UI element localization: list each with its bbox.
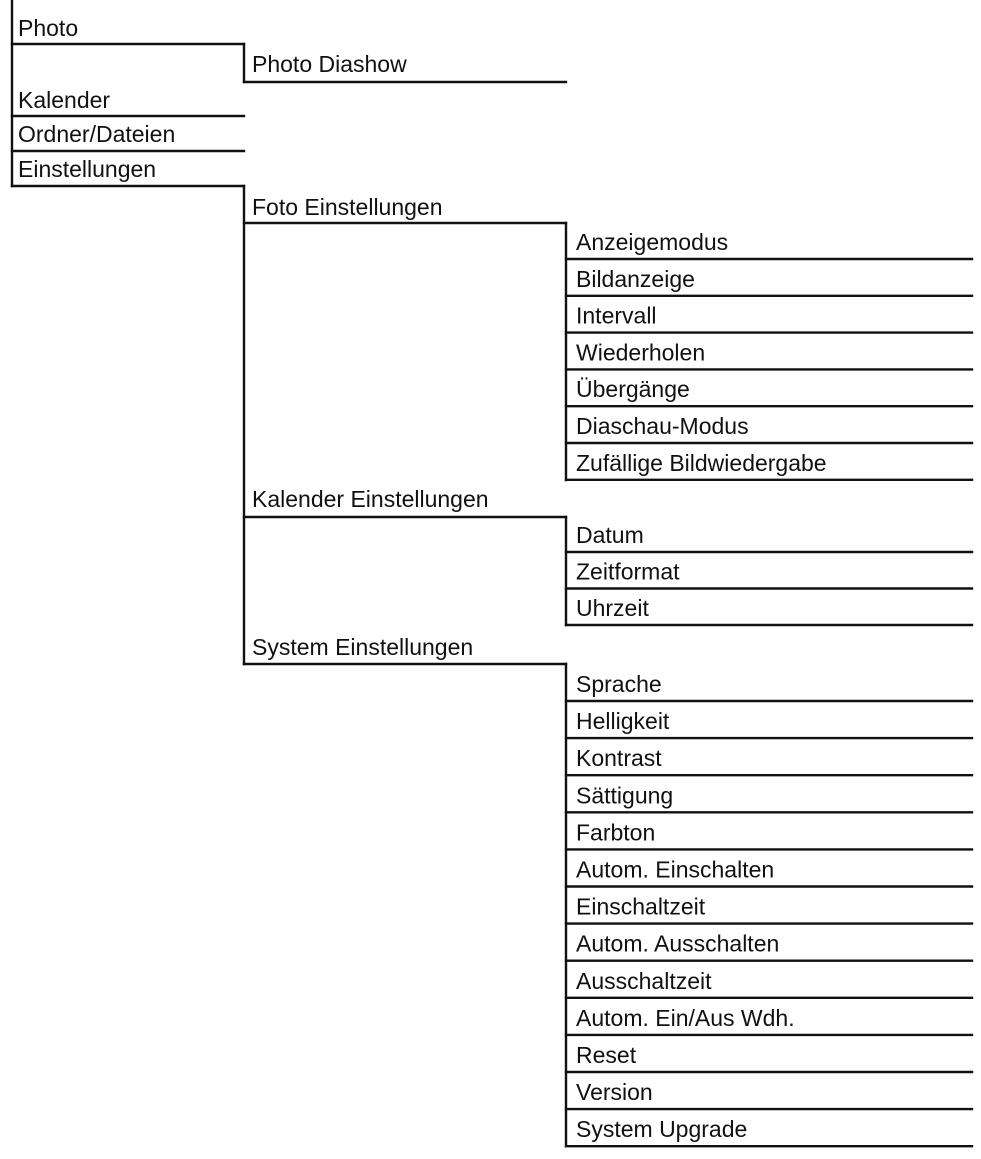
kalender-einstellungen-items (566, 522, 972, 625)
menu-item-autom-einschalten: Autom. Einschalten (576, 856, 775, 883)
menu-item-kontrast: Kontrast (576, 745, 662, 772)
menu-item-intervall: Intervall (576, 302, 657, 329)
menu-item-bildanzeige: Bildanzeige (576, 265, 695, 292)
menu-item-ausschaltzeit: Ausschaltzeit (576, 967, 712, 994)
system-einstellungen-items (566, 671, 972, 1146)
menu-item-saettigung: Sättigung (576, 782, 674, 809)
menu-item-autom-ein-aus-wdh: Autom. Ein/Aus Wdh. (576, 1004, 795, 1031)
menu-item-diaschau-modus: Diaschau-Modus (576, 413, 749, 439)
menu-item-einschaltzeit: Einschaltzeit (576, 893, 706, 920)
menu-item-anzeigemodus: Anzeigemodus (576, 229, 729, 255)
menu-item-sprache: Sprache (576, 671, 662, 697)
menu-item-zufaellige-bildwiedergabe: Zufällige Bildwiedergabe (576, 449, 827, 476)
menu-item-ordner-dateien: Ordner/Dateien (18, 121, 176, 147)
submenu-kalender-einstellungen: Kalender Einstellungen (252, 486, 489, 512)
menu-item-system-upgrade: System Upgrade (576, 1116, 748, 1143)
menu-item-einstellungen: Einstellungen (18, 156, 157, 182)
menu-item-helligkeit: Helligkeit (576, 708, 670, 735)
submenu-foto-einstellungen: Foto Einstellungen (252, 194, 443, 220)
menu-item-reset: Reset (576, 1042, 637, 1068)
menu-item-photo: Photo (18, 15, 79, 41)
menu-item-kalender: Kalender (18, 87, 111, 113)
menu-item-zeitformat: Zeitformat (576, 558, 680, 585)
menu-item-autom-ausschalten: Autom. Ausschalten (576, 930, 780, 957)
foto-einstellungen-items (566, 229, 972, 480)
menu-item-farbton: Farbton (576, 819, 656, 846)
menu-item-photo-diashow: Photo Diashow (252, 51, 407, 77)
menu-item-wiederholen: Wiederholen (576, 339, 706, 366)
menu-item-datum: Datum (576, 522, 644, 548)
menu-item-uebergaenge: Übergänge (576, 376, 690, 403)
menu-item-version: Version (576, 1079, 653, 1106)
submenu-system-einstellungen: System Einstellungen (252, 634, 474, 660)
menu-item-uhrzeit: Uhrzeit (576, 595, 649, 621)
